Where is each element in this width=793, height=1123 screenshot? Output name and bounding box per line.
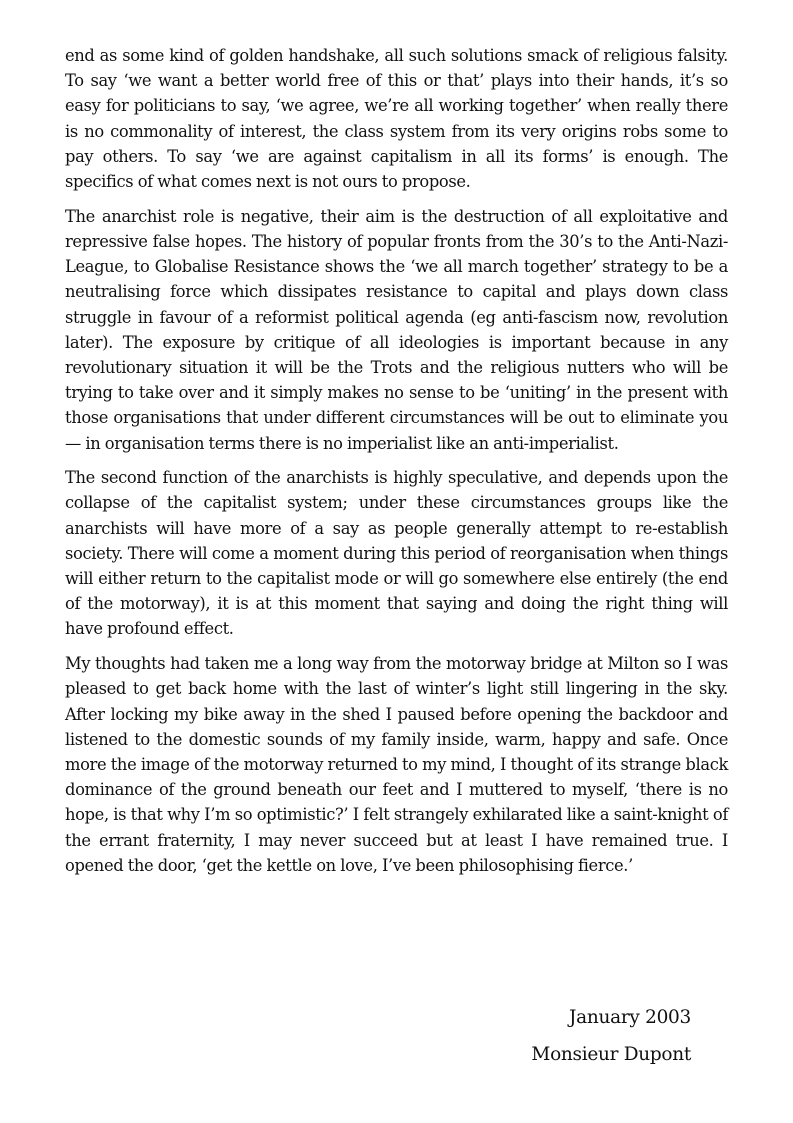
paragraph-1: end as some kind of golden handshake, all such solutions smack of religious falsity. To say ‘we want a better world free of this or that’ plays into their hands, it’s so easy for politicians to say, ‘we agree, we’re all working together’ when really there is no commonality of interest, the class system from its very origins robs some to pay others. To say ‘we are against capitalism in all its forms’ is enough. The specifics of what comes next is not ours to propose. [65, 46, 728, 192]
signoff-block [531, 1005, 691, 1079]
paragraph-3: The second function of the anarchists is highly speculative, and depends upon the collapse of the capitalist system; under these circumstances groups like the anarchists will have more of a say as people generally attempt to re-establish society. There will come a moment during this period of reorganisation when things will either return to the capitalist mode or will go somewhere else entirely (the end of the motorway), it is at this moment that saying and doing the right thing will have profound effect. [65, 468, 728, 639]
paragraph-2: The anarchist role is negative, their aim is the destruction of all exploitative and repressive false hopes. The history of popular fronts from the 30’s to the Anti-Nazi-League, to Globalise Resistance shows the ‘we all march together’ strategy to be a neutralising force which dissipates resistance to capital and plays down class struggle in favour of a reformist political agenda (eg anti-fascism now, revolution later). The exposure by critique of all ideologies is important because in any revolutionary situation it will be the Trots and the religious nutters who will be trying to take over and it simply makes no sense to be ‘uniting’ in the present with those organisations that under different circumstances will be out to eliminate you — in organisation terms there is no imperialist like an anti-imperialist. [65, 206, 728, 453]
author-name: Monsieur Dupont [531, 1044, 691, 1065]
date-line: January 2003 [569, 1007, 691, 1028]
paragraph-4: My thoughts had taken me a long way from the motorway bridge at Milton so I was pleased to get back home with the last of winter’s light still lingering in the sky. After locking my bike away in the shed I paused before opening the backdoor and listened to the domestic sounds of my family inside, warm, happy and safe. Once more the image of the motorway returned to my mind, I thought of its strange black dominance of the ground beneath our feet and I muttered to myself, ‘there is no hope, is that why I’m so optimistic?’ I felt strangely exhilarated like a saint-knight of the errant fraternity, I may never succeed but at least I have remained true. I opened the door, ‘get the kettle on love, I’ve been philosophising fierce.’ [65, 654, 728, 875]
document-body [65, 43, 728, 888]
